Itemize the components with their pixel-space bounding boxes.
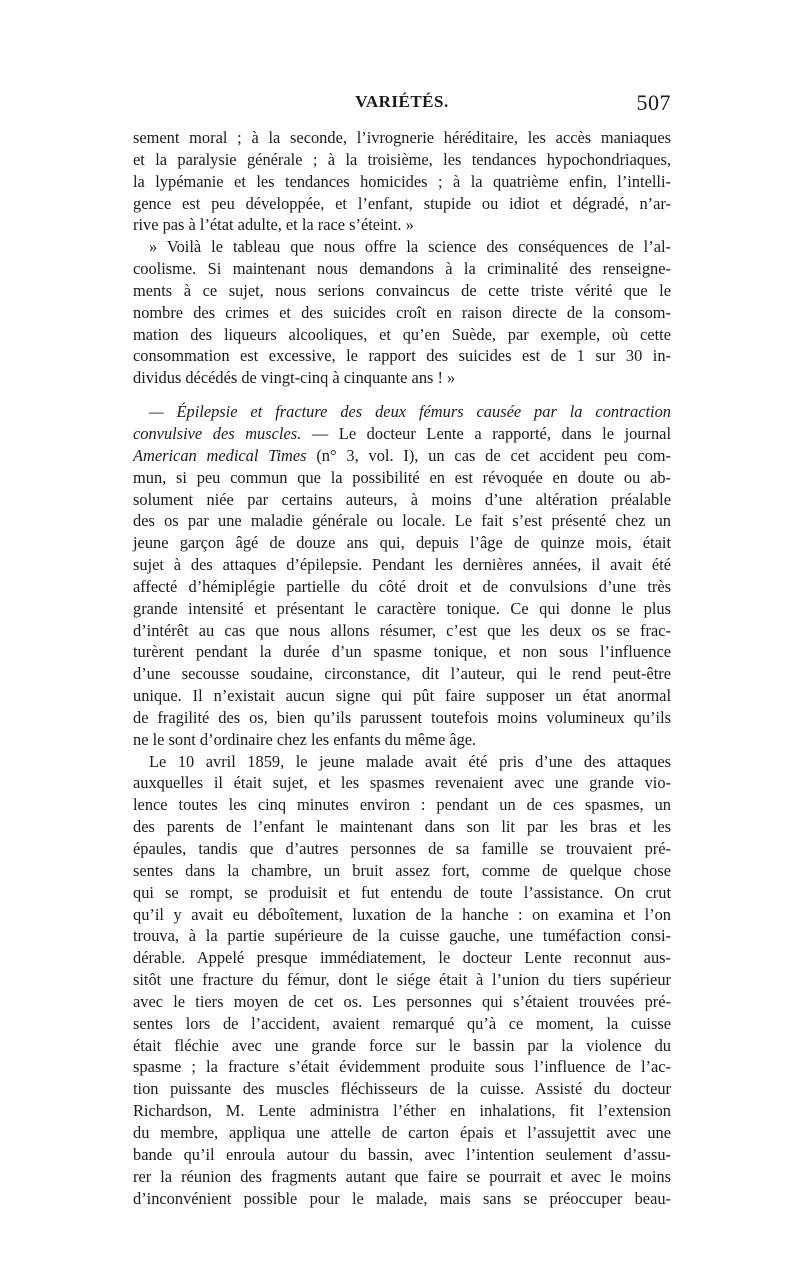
text-line: des parents de l’enfant le maintenant dans son lit par les bras et les: [133, 817, 671, 837]
text-line: turèrent pendant la durée d’un spasme tonique, et non sous l’influence: [133, 642, 671, 662]
text-line: Richardson, M. Lente administra l’éther en inhalations, fit l’extension: [133, 1101, 671, 1121]
text-line: épaules, tandis que d’autres personnes de sa famille se trouvaient pré-: [133, 839, 671, 858]
text-line: dérable. Appelé presque immédiatement, le docteur Lente reconnut aus-: [133, 948, 671, 968]
page-number: 507: [636, 90, 671, 115]
text-line: des os par une maladie générale ou locale. Le fait s’est présenté chez un: [133, 511, 671, 531]
text-line: avec le tiers moyen de cet os. Les personnes qui s’étaient trouvées pré-: [133, 991, 671, 1011]
text-line: gence est peu développée, et l’enfant, stupide ou idiot et dégradé, n’ar-: [133, 193, 671, 213]
paragraph-3: [133, 401, 671, 751]
text-line: bande qu’il enroula autour du bassin, avec l’intention seulement d’assu-: [133, 1144, 671, 1164]
text-line: nombre des crimes et des suicides croît en raison directe de la consom-: [133, 302, 671, 322]
text-line: sentes lors de l’accident, avaient remarqué qu’à ce moment, la cuisse: [133, 1013, 671, 1033]
text-line: ments à ce sujet, nous serions convaincus de cette triste vérité que le: [133, 280, 671, 300]
running-title: VARIÉTÉS.: [355, 92, 449, 111]
section-title: — Épilepsie et fracture des deux fémurs causée par la contraction: [149, 402, 671, 422]
text-line: tion puissante des muscles fléchisseurs de la cuisse. Assisté du docteur: [133, 1079, 671, 1099]
text-line: consommation est excessive, le rapport des suicides est de 1 sur 30 in-: [133, 346, 671, 366]
section-spacer: [133, 389, 671, 401]
text-line: ne le sont d’ordinaire chez les enfants du même âge.: [133, 729, 477, 749]
text-line: grande intensité et présentant le caractère tonique. Ce qui donne le plus: [133, 598, 671, 618]
text-line: trouva, à la partie supérieure de la cuisse gauche, une tuméfaction consi-: [133, 926, 671, 946]
text-line: Le 10 avril 1859, le jeune malade avait été pris d’une des attaques: [149, 751, 671, 771]
text-line: [133, 401, 671, 423]
text-line: d’une secousse soudaine, circonstance, dit l’auteur, qui le rend peut-être: [133, 664, 671, 684]
text-line: » Voilà le tableau que nous offre la science des conséquences de l’al-: [149, 237, 671, 257]
text-line: dividus décédés de vingt-cinq à cinquante ans ! »: [133, 368, 456, 388]
text-line: d’inconvénient possible pour le malade, mais sans se préoccuper beau-: [133, 1188, 671, 1208]
text-line: rer la réunion des fragments autant que faire se pourrait et avec le moins: [133, 1166, 671, 1186]
text-line: d’intérêt au cas que nous allons résumer, c’est que les deux os se frac-: [133, 620, 671, 640]
body-text: [133, 127, 671, 1209]
text-run: (n° 3, vol. I), un cas de cet accident peu com-: [306, 445, 671, 465]
text-line: qui se rompt, se produisit et fut entendu de toute l’assistance. On crut: [133, 882, 671, 902]
text-run: — Le docteur Lente a rapporté, dans le journal: [301, 423, 671, 443]
text-line: du membre, appliqua une attelle de carton épais et l’assujettit avec une: [133, 1122, 671, 1142]
paragraph-1: [133, 127, 671, 236]
text-line: sujet à des attaques d’épilepsie. Pendant les dernières années, il avait été: [133, 555, 671, 575]
text-line: qu’il y avait eu déboîtement, luxation de la hanche : on examina et l’on: [133, 904, 671, 924]
text-line: mun, si peu commun que la possibilité en est révoquée en doute ou ab-: [133, 467, 671, 487]
running-head: [133, 90, 671, 120]
text-line: de fragilité des os, bien qu’ils parussent toutefois moins volumineux qu’ils: [133, 707, 671, 727]
text-line: sentes dans la chambre, un bruit assez fort, comme de quelque chose: [133, 860, 671, 880]
text-line: [133, 445, 671, 467]
paragraph-2: [133, 236, 671, 389]
paragraph-4: [133, 751, 671, 1210]
text-line: était fléchie avec une grande force sur le bassin par la violence du: [133, 1035, 671, 1055]
text-line: mation des liqueurs alcooliques, et qu’en Suède, par exemple, où cette: [133, 324, 671, 344]
text-line: coolisme. Si maintenant nous demandons à la criminalité des renseigne-: [133, 259, 671, 279]
text-line: sitôt une fracture du fémur, dont le siége était à l’union du tiers supérieur: [133, 970, 671, 990]
text-line: jeune garçon âgé de douze ans qui, depuis l’âge de quinze mois, était: [133, 533, 671, 553]
section-title-continued: convulsive des muscles.: [133, 423, 302, 443]
text-line: unique. Il n’existait aucun signe qui pût faire supposer un état anormal: [133, 686, 671, 706]
text-line: la lypémanie et les tendances homicides ; à la quatrième enfin, l’intelli-: [133, 171, 671, 191]
text-line: et la paralysie générale ; à la troisième, les tendances hypochondriaques,: [133, 149, 671, 169]
text-line: auxquelles il était sujet, et les spasmes revenaient avec une grande vio-: [133, 773, 671, 793]
text-line: rive pas à l’état adulte, et la race s’éteint. »: [133, 215, 414, 235]
text-line: solument niée par certains auteurs, à moins d’une altération préalable: [133, 489, 671, 509]
text-line: lence toutes les cinq minutes environ : pendant un de ces spasmes, un: [133, 795, 671, 815]
text-line: spasme ; la fracture s’était évidemment produite sous l’influence de l’ac-: [133, 1057, 671, 1077]
text-line: sement moral ; à la seconde, l’ivrognerie héréditaire, les accès maniaques: [133, 128, 671, 147]
text-line: [133, 423, 671, 445]
journal-title: American medical Times: [133, 445, 307, 465]
text-line: affecté d’hémiplégie partielle du côté droit et de convulsions d’une très: [133, 576, 671, 596]
